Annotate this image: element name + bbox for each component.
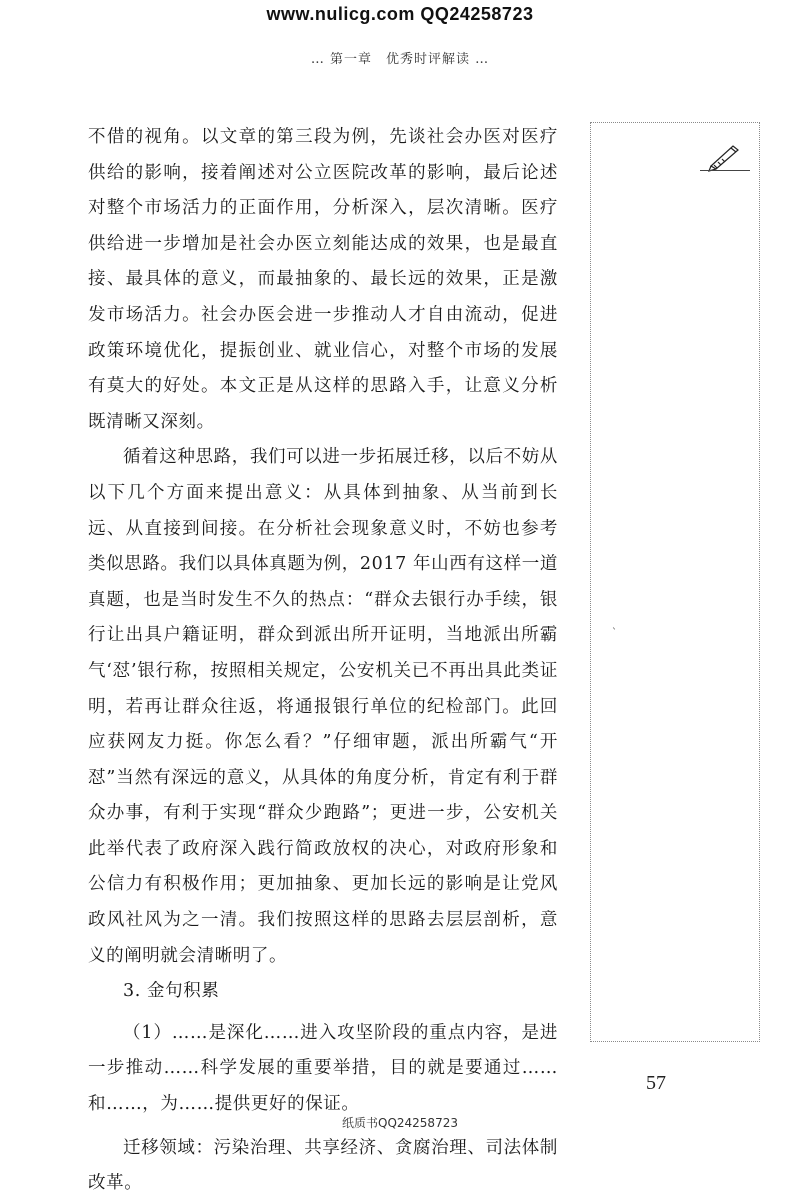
paragraph-1: 不借的视角。以文章的第三段为例，先谈社会办医对医疗供给的影响，接着阐述对公立医院改革的影响，最后论述对整个市场活力的正面作用，分析深入，层次清晰。医疗供给进一步增加是社会办医立刻能达成的效果，也是最直接、最具体的意义，而最抽象的、最长远的效果，正是激发市场活力。社会办医会进一步推动人才自由流动，促进政策环境优化，提振创业、就业信心，对整个市场的发展有莫大的好处。本文正是从这样的思路入手，让意义分析既清晰又深刻。	[88, 127, 558, 432]
pen-underline	[700, 170, 750, 171]
migration-line: 迁移领域：污染治理、共享经济、贪腐治理、司法体制改革。	[88, 1137, 558, 1194]
page-number: 57	[646, 1072, 666, 1094]
section-heading: 3. 金句积累	[123, 981, 220, 1002]
top-watermark: www.nulicg.com QQ24258723	[266, 4, 534, 24]
main-text	[88, 120, 558, 1202]
pen-icon	[705, 138, 743, 172]
notes-margin-box	[590, 122, 760, 1042]
running-header: … 第一章 优秀时评解读 …	[310, 52, 490, 67]
example-sentence: （1）……是深化……进入攻坚阶段的重点内容，是进一步推动……科学发展的重要举措，目的就是要通过……和……，为……提供更好的保证。	[88, 1022, 558, 1115]
scan-speck: ˋ	[612, 628, 617, 639]
paragraph-2: 循着这种思路，我们可以进一步拓展迁移，以后不妨从以下几个方面来提出意义：从具体到抽象、从当前到长远、从直接到间接。在分析社会现象意义时，不妨也参考类似思路。我们以具体真题为例，2017 年山西有这样一道真题，也是当时发生不久的热点：“群众去银行办手续，银行让出具户籍证明，群众到派出所开证明，当地派出所霸气‘怼’银行称，按照相关规定，公安机关已不再出具此类证明，若再让群众往返，将通报银行单位的纪检部门。此回应获网友力挺。你怎么看？”仔细审题，派出所霸气“开怼”当然有深远的意义，从具体的角度分析，肯定有利于群众办事，有利于实现“群众少跑路”；更进一步，公安机关此举代表了政府深入践行简政放权的决心，对政府形象和公信力有积极作用；更加抽象、更加长远的影响是让党风政风社风为之一清。我们按照这样的思路去层层剖析，意义的阐明就会清晰明了。	[88, 447, 558, 966]
bottom-watermark: 纸质书QQ24258723	[342, 1116, 458, 1130]
